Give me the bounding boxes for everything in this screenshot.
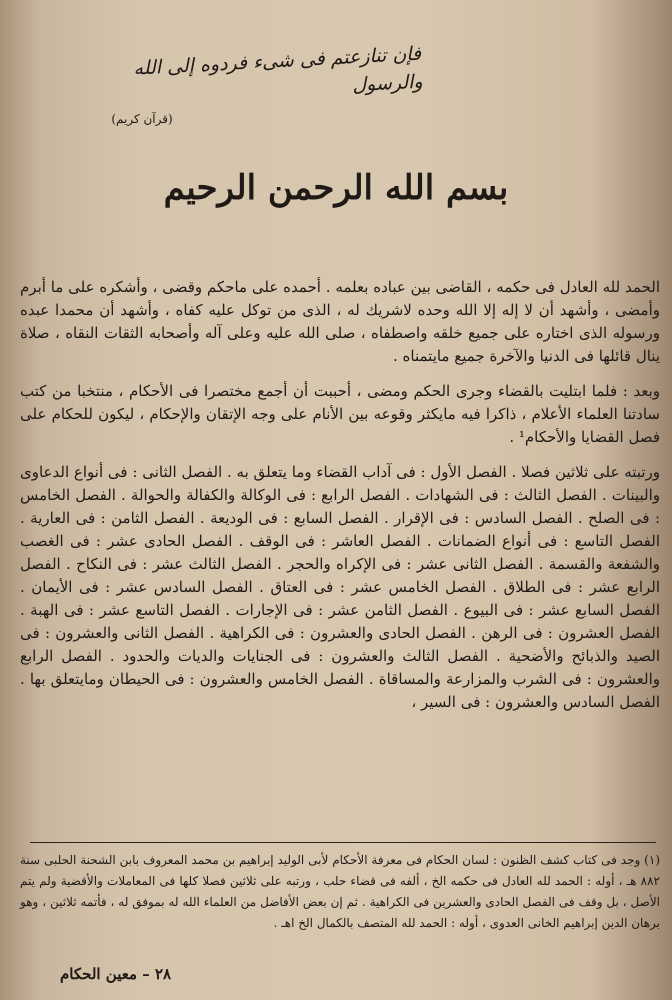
paragraph-intro: وبعد : فلما ابتليت بالقضاء وجرى الحكم ومضى ، أحببت أن أجمع مختصرا فى الأحكام ، منتخبا من كتب سادتنا العلماء الأعلام ، ذاكرا فيه مايكثر وقوعه بين الأنام على وجه الإتقان والإحكام ، ليكون للحكام على فصل القضايا والأحكام¹ .	[20, 382, 660, 446]
main-text	[20, 276, 660, 726]
basmala-calligraphy: بسم الله الرحمن الرحيم	[163, 168, 509, 208]
paragraph-praise: الحمد لله العادل فى حكمه ، القاضى بين عباده بعلمه . أحمده على ماحكم وقضى ، وأشكره على ما أبرم وأمضى ، وأشهد أن لا إله إلا الله وحده لاشريك له ، الذى من توكل عليه كفاه ، وأشهد أن محمدا عبده ورسوله الذى اختاره على جميع خلقه واصطفاه ، صلى الله عليه وعلى آله وأصحابه الثقات النقاه ، صلاة ينال قائلها فى الدنيا والآخرة جميع مايتمناه .	[20, 278, 660, 365]
verse-source: (قرآن كريم)	[111, 112, 173, 126]
footnote: (١) وجد فى كتاب كشف الظنون : لسان الحكام فى معرفة الأحكام لأبى الوليد إبراهيم بن محمد المعروف بابن الشحنة الحلبى سنة ٨٨٢ هـ ، أوله : الحمد لله العادل فى حكمه الخ ، ألفه فى قضاء حلب ، ورتبه على ثلاثين فصلا كلها فى المعاملات والأقضية ولم يتم الأصل ، بل وقف فى الفصل الحادى والعشرين فى الكراهية . ثم إن بعض الأفاضل من العلماء الله له بموفق له ، فأتمه ثلاثين ، وهو برهان الدين إبراهيم الخانى العدوى ، أوله : الحمد لله المتصف بالكمال الخ اهـ .	[20, 853, 660, 930]
page-footer: ٢٨ – معين الحكام	[60, 965, 172, 983]
quran-verse: فإن تنازعتم فى شىء فردوه إلى الله والرسول	[132, 42, 424, 97]
footnote-divider	[30, 842, 656, 843]
paragraph-chapters: ورتبته على ثلاثين فصلا . الفصل الأول : فى آداب القضاء وما يتعلق به . الفصل الثانى : فى أنواع الدعاوى والبينات . الفصل الثالث : فى الشهادات . الفصل الرابع : فى الوكالة والكفالة والحوالة . الفصل الخامس : فى الصلح . الفصل السادس : فى الإقرار . الفصل السابع : فى الوديعة . الفصل الثامن : فى العارية . الفصل التاسع : فى أنواع الضمانات . الفصل العاشر : فى الوقف . الفصل الحادى عشر : فى الغصب والشفعة والقسمة . الفصل الثانى عشر : فى الإكراه والحجر . الفصل الثالث عشر : فى النكاح . الفصل الرابع عشر : فى الطلاق . الفصل الخامس عشر : فى العتاق . الفصل السادس عشر : فى الأيمان . الفصل السابع عشر : فى البيوع . الفصل الثامن عشر : فى الإجارات . الفصل التاسع عشر : فى الهبة . الفصل العشرون : فى الرهن . الفصل الحادى والعشرون : فى الكراهية . الفصل الثانى والعشرون : فى الصيد والذبائح والأضحية . الفصل الثالث والعشرون : فى الجنايات والديات والحدود . الفصل الرابع والعشرون : فى الشرب والمزارعة والمساقاة . الفصل الخامس والعشرون : فى الحيطان ومايتعلق بها . الفصل السادس والعشرون : فى السير ،	[20, 463, 660, 711]
